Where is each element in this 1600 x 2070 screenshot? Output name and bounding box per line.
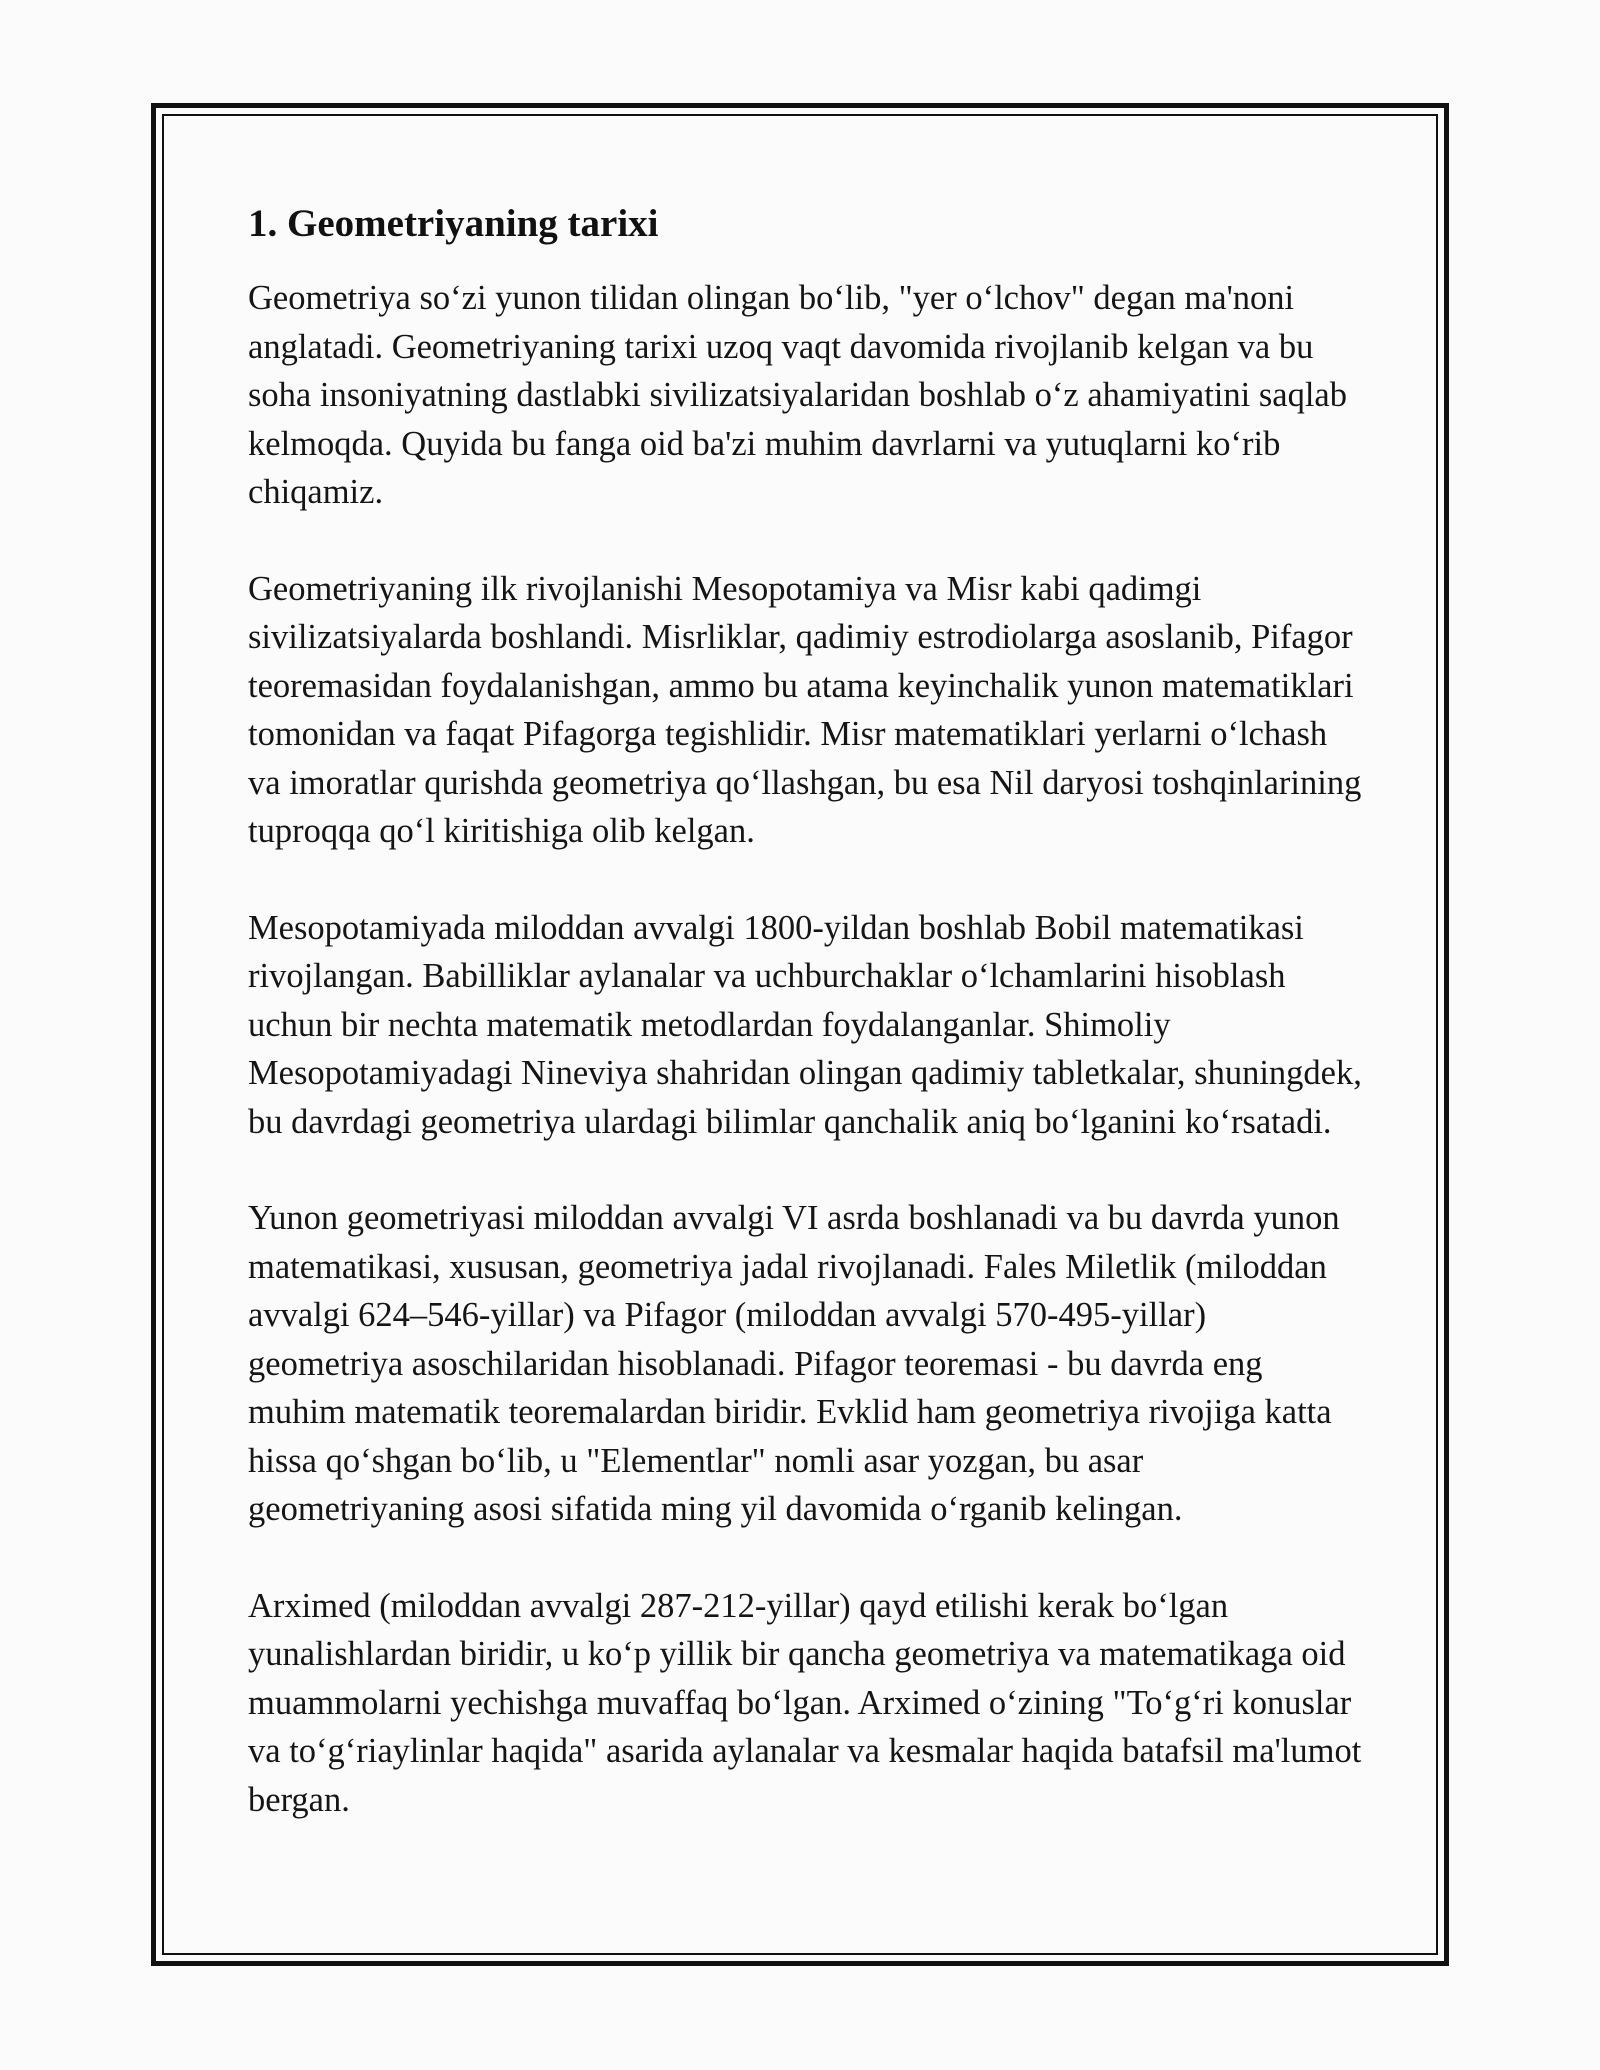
inner-frame-border xyxy=(162,114,1438,1955)
page-title: 1. Geometriyaning tarixi xyxy=(248,202,659,245)
paragraph-archimedes: Arximed (miloddan avvalgi 287-212-yillar) qayd etilishi kerak bo‘lgan yunalishlardan biridir, u ko‘p yillik bir qancha geometriya va matematikaga oid muammolarni yechishga muvaffaq bo‘lgan. Arximed o‘zining "To‘g‘ri konuslar va to‘g‘riaylinlar haqida" asarida aylanalar va kesmalar haqida batafsil ma'lumot bergan. xyxy=(248,1586,1362,1819)
paragraph-mesopotamia-egypt: Geometriyaning ilk rivojlanishi Mesopotamiya va Misr kabi qadimgi sivilizatsiyalarda boshlandi. Misrliklar, qadimiy estrodiolarga asoslanib, Pifagor teoremasidan foydalanishgan, ammo bu atama keyinchalik yunon matematiklari tomonidan va faqat Pifagorga tegishlidir. Misr matematiklari yerlarni o‘lchash va imoratlar qurishda geometriya qo‘llashgan, bu esa Nil daryosi toshqinlarining tuproqqa qo‘l kiritishiga olib kelgan. xyxy=(248,569,1362,850)
paragraph-greek-geometry: Yunon geometriyasi miloddan avvalgi VI asrda boshlanadi va bu davrda yunon matematikasi, xususan, geometriya jadal rivojlanadi. Fales Miletlik (miloddan avvalgi 624–546-yillar) va Pifagor (miloddan avvalgi 570-495-yillar) geometriya asoschilaridan hisoblanadi. Pifagor teoremasi - bu davrda eng muhim matematik teoremalardan biridir. Evklid ham geometriya rivojiga katta hissa qo‘shgan bo‘lib, u "Elementlar" nomli asar yozgan, bu asar geometriyaning asosi sifatida ming yil davomida o‘rganib kelingan. xyxy=(248,1199,1340,1528)
paragraph-introduction: Geometriya so‘zi yunon tilidan olingan bo‘lib, "yer o‘lchov" degan ma'noni anglatadi. Geometriyaning tarixi uzoq vaqt davomida rivojlanib kelgan va bu soha insoniyatning dastlabki sivilizatsiyalaridan boshlab o‘z ahamiyatini saqlab kelmoqda. Quyida bu fanga oid ba'zi muhim davrlarni va yutuqlarni ko‘rib chiqamiz. xyxy=(248,279,1347,511)
document-content xyxy=(248,200,1368,1872)
page-frame-border xyxy=(151,103,1449,1966)
paragraph-babylon: Mesopotamiyada miloddan avvalgi 1800-yildan boshlab Bobil matematikasi rivojlangan. Babilliklar aylanalar va uchburchaklar o‘lchamlarini hisoblash uchun bir nechta matematik metodlardan foydalanganlar. Shimoliy Mesopotamiyadagi Nineviya shahridan olingan qadimiy tabletkalar, shuningdek, bu davrdagi geometriya ulardagi bilimlar qanchalik aniq bo‘lganini ko‘rsatadi. xyxy=(248,908,1362,1141)
